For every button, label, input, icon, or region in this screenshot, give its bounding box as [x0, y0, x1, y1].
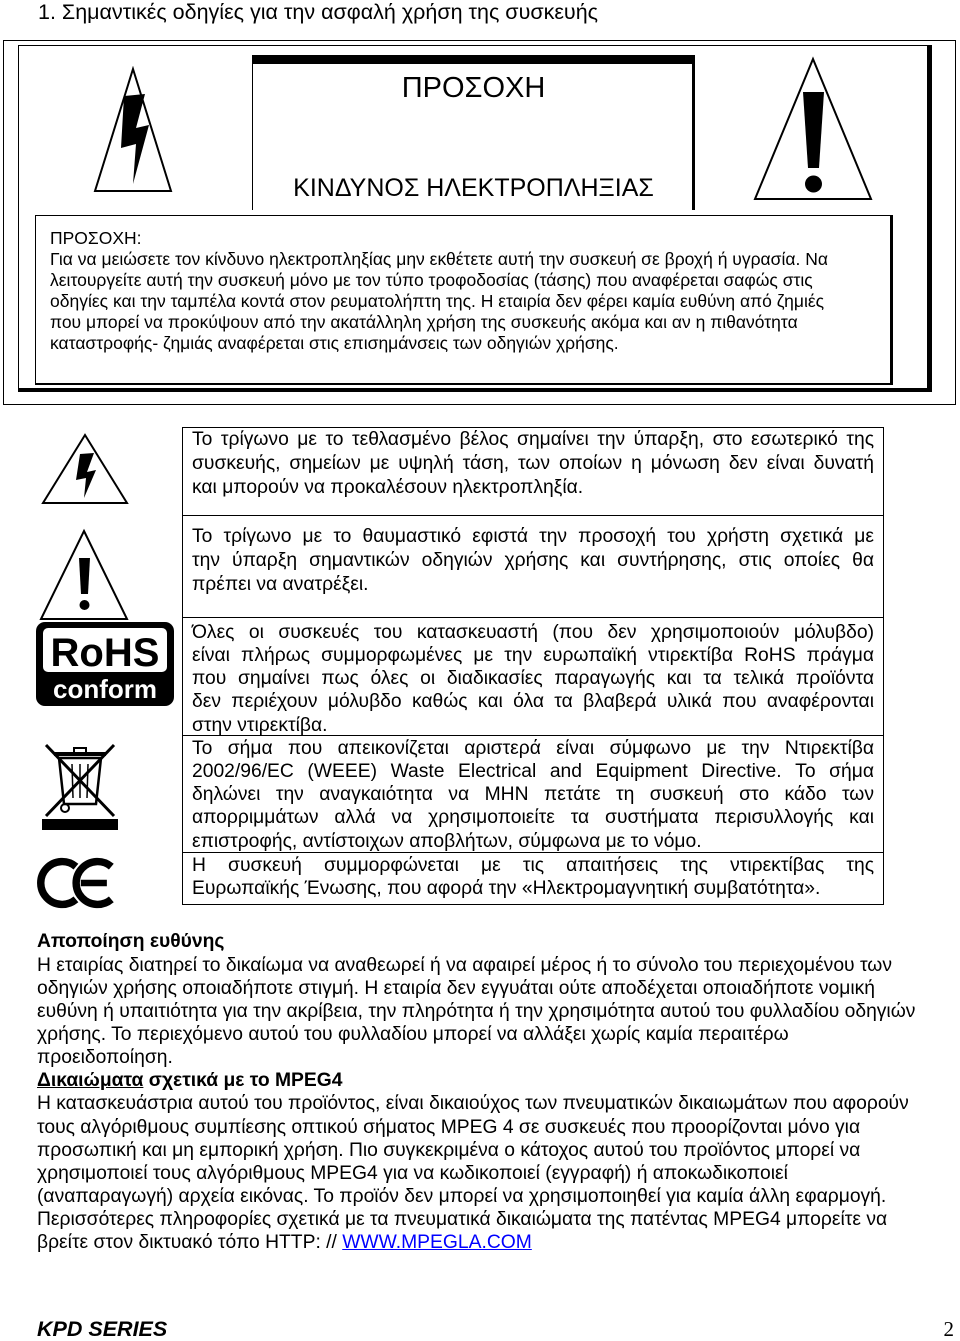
text-line: βρείτε στον δικτυακό τόπο HTTP: // — [37, 1232, 343, 1254]
text-line: Περισσότερες πληροφορίες σχετικά με τα πνευματικά δικαιώματα της πατέντας MPEG4 μπορείτε να — [37, 1209, 888, 1231]
symbol-description-shock — [192, 428, 874, 500]
section-heading: 1. Σημαντικές οδηγίες για την ασφαλή χρήση της συσκευής — [38, 0, 599, 24]
text-line: την ύπαρξη σημαντικών οδηγιών χρήσης και συντήρησης, στις οποίες θα — [192, 550, 874, 571]
footer-series-name: KPD SERIES — [37, 1317, 168, 1341]
text-line: ευθύνη ή υπαιτιότητα για την ακρίβεια, την πληρότητα ή την χρησιμότητα αυτού του φυλλαδίου οδηγιών — [37, 1000, 916, 1022]
electric-shock-warning-icon — [40, 432, 130, 506]
text-line: Η συσκευή συμμορφώνεται με τις απαιτήσεις της ντιρεκτίβας της — [192, 854, 874, 876]
symbol-description-weee — [192, 737, 874, 853]
exclamation-warning-icon — [752, 56, 874, 202]
disclaimer-body — [37, 954, 915, 1070]
page-number: 2 — [943, 1317, 954, 1341]
text-line: χρησιμοποιεί τους αλγόριθμους MPEG4 για να κωδικοποιεί (εγγραφή) ή αποκωδικοποιεί — [37, 1162, 788, 1184]
text-line: προσωπική και μη εμπορική χρήση. Πιο συγκεκριμένα ο κάτοχος αυτού του προϊόντος μπορεί να — [37, 1139, 861, 1161]
text-line: απορριμμάτων αλλά να χρησιμοποιείτε τα συστήματα περισυλλογής και — [192, 807, 874, 829]
text-line: δεν περιέχουν μόλυβδο καθώς και όλα τα βλαβερά υλικά που αναφέρονται — [192, 691, 874, 713]
text-line: δηλώνει την αναγκαιότητα να ΜΗΝ πετάτε τη συσκευή στο κάδο των — [192, 784, 874, 806]
text-line: Όλες οι συσκευές του κατασκευαστή (που δεν χρησιμοποιούν μόλυβδο) — [192, 621, 874, 643]
text-line: οδηγιών χρήσης οποιαδήποτε στιγμή. Η εταιρία δεν εγγυάται ούτε αποδέχεται οποιαδήποτε νομική — [37, 977, 875, 999]
rohs-logo-subtext: conform — [53, 674, 157, 704]
warning-subtitle: ΚΙΝΔΥΝΟΣ ΗΛΕΚΤΡΟΠΛΗΞΙΑΣ — [293, 174, 654, 202]
text-line: χρήσης. Το περιεχόμενο αυτού του φυλλαδίου μπορεί να αλλάξει χωρίς καμία περαιτέρω — [37, 1024, 789, 1046]
text-line: που σημαίνει πως όλες οι διαδικασίες παραγωγής και τα τελικά προϊόντα — [192, 668, 874, 690]
exclamation-warning-icon — [38, 528, 130, 622]
row-divider — [182, 617, 884, 618]
text-line: πρέπει να ανατρέξει. — [192, 574, 369, 595]
mpegla-link[interactable]: WWW.MPEGLA.COM — [342, 1232, 532, 1254]
symbol-description-exclamation — [192, 525, 874, 597]
mpeg4-body — [37, 1092, 915, 1231]
text-line: και μπορούν να προκαλέσουν ηλεκτροπληξία. — [192, 477, 584, 498]
text-line: Ευρωπαϊκής Ένωσης, που αφορά την «Ηλεκτρομαγνητική συμβατότητα». — [192, 877, 821, 899]
rohs-conform-logo — [36, 622, 174, 706]
disclaimer-heading: Αποποίηση ευθύνης — [37, 931, 225, 953]
text-line: οδηγίες και την ταμπέλα κοντά στον ρευματολήπτη της. Η εταιρία δεν φέρει καμία ευθύνη από ζημιές — [50, 290, 825, 311]
warning-title: ΠΡΟΣΟΧΗ — [401, 72, 546, 104]
text-line: τους αλγόριθμους συμπίεσης οπτικού σήματος MPEG 4 σε συσκευές που προορίζονται μόνο για — [37, 1116, 861, 1138]
text-line: λειτουργείτε αυτή την συσκευή μόνο με τον τύπο τροφοδοσίας (τάσης) που αναφέρεται σαφώς στις — [50, 269, 813, 290]
text-line: επιστροφής, αντίστοιχων αποβλήτων, σύμφωνα με το νόμο. — [192, 830, 702, 852]
electric-shock-warning-icon — [92, 66, 174, 194]
warning-text — [50, 228, 828, 354]
text-line: Η κατασκευάστρια αυτού του προϊόντος, είναι δικαιούχος των πνευματικών δικαιωμάτων που αφορούν — [37, 1093, 909, 1115]
text-line: συσκευής, σημείων με υψηλή τάση, των οποίων η μόνωση δεν είναι δυνατή — [192, 453, 874, 474]
mpeg4-heading — [37, 1069, 915, 1092]
text-line: Το τρίγωνο με το τεθλασμένο βέλος σημαίνει την ύπαρξη, στο εσωτερικό της — [192, 429, 874, 450]
rohs-logo-text: RoHS — [50, 631, 160, 675]
text-line: που μπορεί να προκύψουν από την ακατάλληλη χρήση της συσκευής ακόμα και αν η πιθανότητα — [50, 311, 798, 332]
text-line: είναι πλήρως συμμορφωμένες με την ευρωπαϊκή ντιρεκτίβα RoHS πράγμα — [192, 644, 874, 666]
mpeg4-last-line — [37, 1231, 915, 1254]
text-line: Το σήμα που απεικονίζεται αριστερά είναι σύμφωνο με την Ντιρεκτίβα — [192, 737, 874, 759]
text-line: Για να μειώσετε τον κίνδυνο ηλεκτροπληξίας μην εκθέτετε αυτή την συσκευή σε βροχή ή υγρασία. Να — [50, 248, 828, 269]
symbol-description-ce — [192, 854, 874, 900]
text-line: ΠΡΟΣΟΧΗ: — [50, 227, 142, 248]
ce-mark-icon — [36, 856, 120, 910]
text-line: προειδοποίηση. — [37, 1047, 173, 1069]
text-line: 2002/96/EC (WEEE) Waste Electrical and Equipment Directive. Το σήμα — [192, 760, 874, 782]
text-line: Η εταιρίας διατηρεί το δικαίωμα να αναθεωρεί ή να αφαιρεί μέρος ή το σύνολο του περιεχομένου των — [37, 954, 892, 976]
weee-crossed-bin-icon — [40, 740, 120, 832]
text-line: καταστροφής- ζημιάς αναφέρεται στις επισημάνσεις των οδηγιών χρήσης. — [50, 332, 619, 353]
symbol-description-rohs — [192, 621, 874, 737]
text-line: στην ντιρεκτίβα. — [192, 714, 328, 736]
text-line: Το τρίγωνο με το θαυμαστικό εφιστά την προσοχή του χρήστη σχετικά με — [192, 526, 874, 547]
text-line: (αναπαραγωγή) αρχεία εικόνας. Το προϊόν δεν μπορεί να χρησιμοποιηθεί για καμία άλλη εφαρμογή. — [37, 1186, 887, 1208]
legal-text-section — [37, 930, 915, 1254]
mpeg4-heading-rest: σχετικά με το MPEG4 — [143, 1070, 343, 1092]
mpeg4-heading-underlined: Δικαιώματα — [37, 1070, 144, 1092]
row-divider — [182, 515, 884, 516]
